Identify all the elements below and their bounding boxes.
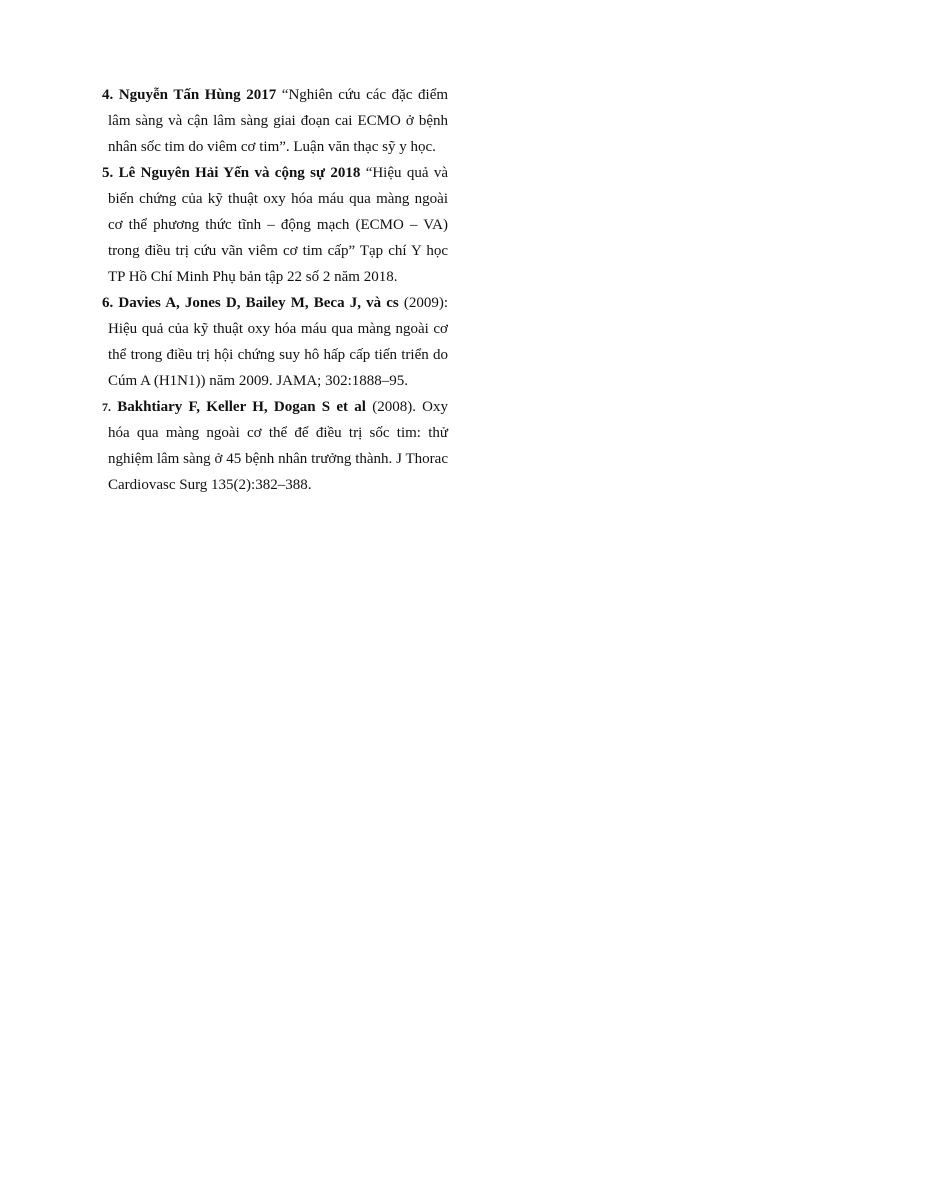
reference-authors: Nguyễn Tấn Hùng 2017 bbox=[118, 87, 277, 103]
reference-number: 7. bbox=[102, 400, 111, 414]
reference-text: (2009): Hiệu quả của kỹ thuật oxy hóa máu qua màng ngoài cơ thể trong điều trị hội chứng suy hô hấp cấp tiến triển do Cúm A (H1N1)) năm 2009. JAMA; 302:1888–95. bbox=[108, 295, 449, 389]
reference-item bbox=[102, 160, 448, 290]
reference-text: (2008). Oxy hóa qua màng ngoài cơ thể để điều trị sốc tim: thử nghiệm lâm sàng ở 45 bệnh nhân trưởng thành. J Thorac Cardiovasc Surg 135(2):382–388. bbox=[108, 399, 449, 493]
reference-number: 4. bbox=[102, 87, 114, 103]
reference-item bbox=[102, 290, 448, 394]
reference-list bbox=[102, 82, 448, 498]
reference-number: 5. bbox=[102, 165, 114, 181]
reference-text: “Nghiên cứu các đặc điểm lâm sàng và cận lâm sàng giai đoạn cai ECMO ở bệnh nhân sốc tim do viêm cơ tim”. Luận văn thạc sỹ y học. bbox=[108, 87, 449, 155]
reference-authors: Lê Nguyên Hải Yến và cộng sự 2018 bbox=[118, 165, 361, 181]
reference-item bbox=[102, 394, 448, 498]
reference-item bbox=[102, 82, 448, 160]
reference-number: 6. bbox=[102, 295, 114, 311]
reference-authors: Bakhtiary F, Keller H, Dogan S et al bbox=[117, 399, 366, 415]
reference-text: “Hiệu quả và biến chứng của kỹ thuật oxy hóa máu qua màng ngoài cơ thể phương thức tĩnh – động mạch (ECMO – VA) trong điều trị cứu vãn viêm cơ tim cấp” Tạp chí Y học TP Hồ Chí Minh Phụ bản tập 22 số 2 năm 2018. bbox=[108, 165, 449, 285]
reference-authors: Davies A, Jones D, Bailey M, Beca J, và cs bbox=[118, 295, 399, 311]
